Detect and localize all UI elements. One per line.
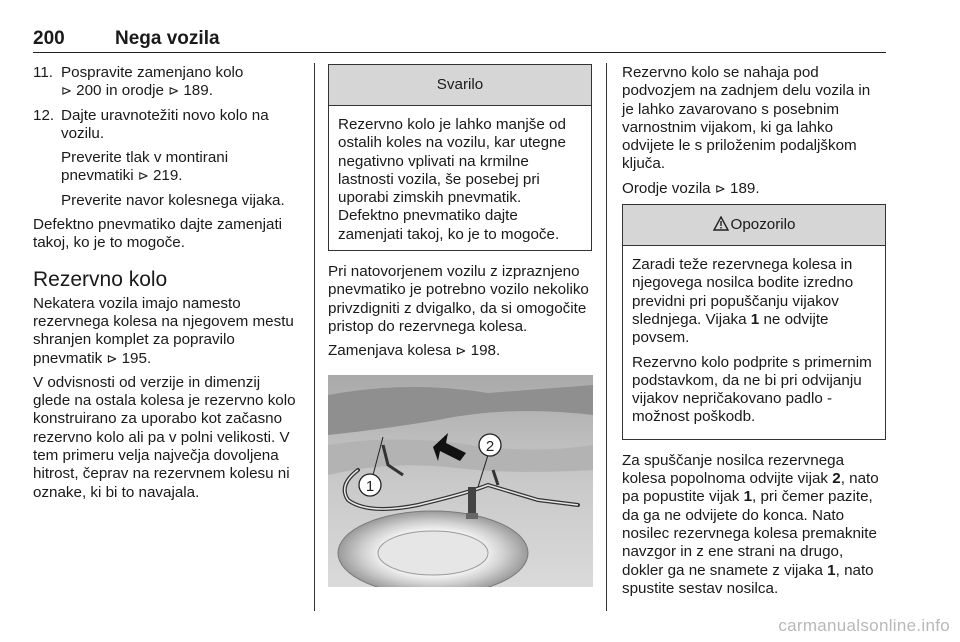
list-text: Pospravite zamenjano kolo ⊳ 200 in orodje ⊳ 189. xyxy=(61,64,244,100)
bolt-head-shape xyxy=(466,513,478,519)
list-subitem: Preverite tlak v montirani pnevmatiki ⊳ 219. xyxy=(61,149,229,185)
spare-wheel-figure xyxy=(328,375,593,587)
column-middle xyxy=(328,64,592,592)
chapter-title: Nega vozila xyxy=(115,28,220,49)
watermark: carmanualsonline.info xyxy=(778,616,950,635)
reference-arrow-icon: ⊳ xyxy=(137,168,149,184)
bolt-shape xyxy=(468,487,476,517)
page-ref-link[interactable]: 200 xyxy=(76,82,102,100)
reference-arrow-icon: ⊳ xyxy=(61,83,72,99)
list-subitem: Preverite navor kolesnega vijaka. xyxy=(61,191,285,209)
warning-triangle-icon xyxy=(713,216,729,231)
warning-paragraph: Zaradi teže rezervnega kolesa in njegovega nosilca bodite izredno previdni pri popuščanju vijakov slednjega. Vijaka 1 ne odvijte povsem. xyxy=(632,256,854,347)
caution-text: Rezervno kolo je lahko manjše od ostalih koles na vozilu, kar utegne negativno vplivati na krmilne lastnosti vozila, še posebej pri uporabi zimskih pnevmatik. Defektno pnevmatiko dajte zamenjati takoj, ko je to mogoče. xyxy=(338,116,566,243)
caution-box xyxy=(328,64,592,251)
page-ref-link[interactable]: 219. xyxy=(152,167,183,185)
paragraph: Rezervno kolo se nahaja pod podvozjem na zadnjem delu vozila in je lahko zavarovano s posebnim varnostnim vijakom, ki ga lahko odvijete le s priloženim podaljškom ključa. xyxy=(622,64,871,173)
list-item xyxy=(33,107,301,144)
page-ref-link[interactable]: 198. xyxy=(470,342,501,360)
page-header xyxy=(33,28,886,53)
paragraph: Nekatera vozila imajo namesto rezervnega kolesa na njegovem mestu shranjen komplet za popravilo pnevmatik ⊳ 195. xyxy=(33,294,294,367)
paragraph: Orodje vozila ⊳ 189. xyxy=(622,179,760,197)
reference-arrow-icon: ⊳ xyxy=(455,343,467,359)
reference-arrow-icon: ⊳ xyxy=(714,180,726,196)
warning-title: Opozorilo xyxy=(730,216,796,234)
warning-title-bar xyxy=(623,205,885,246)
paragraph: V odvisnosti od verzije in dimenzij glede na ostala kolesa je rezervno kolo konstruirano za uporabo kot začasno rezervno kolo ali pa v polni velikosti. V tem primeru velja največja dovoljena hitrost, čeprav na rezervnem kolesu ni oznake, ki bi to navajala. xyxy=(33,373,296,501)
list-text: Dajte uravnotežiti novo kolo na vozilu. xyxy=(61,106,269,142)
paragraph: Za spuščanje nosilca rezervnega kolesa popolnoma odvijte vijak 2, nato pa popustite vijak 1, pri čemer pazite, da ga ne odvijete do konca. Nato nosilec rezervnega kolesa premaknite navzgor in z ene strani na drugo, dokler ga ne snamete z vijaka 1, nato spustite sestav nosilca. xyxy=(622,451,879,597)
callout-2-label: 2 xyxy=(485,437,495,455)
page-ref-link[interactable]: 189. xyxy=(183,82,213,100)
reference-arrow-icon: ⊳ xyxy=(106,350,118,366)
paragraph: Pri natovorjenem vozilu z izpraznjeno pnevmatiko je potrebno vozilo nekoliko privzdigniti z dvigalko, da si omogočite pristop do rezervnega kolesa. xyxy=(328,263,589,335)
wheel-rim-shape xyxy=(378,531,488,575)
column-left xyxy=(33,64,301,508)
callout-1-label: 1 xyxy=(365,477,375,495)
page-number: 200 xyxy=(33,28,65,49)
page-ref-link[interactable]: 195. xyxy=(121,349,152,367)
warning-box xyxy=(622,204,886,440)
column-divider xyxy=(606,63,607,611)
column-right xyxy=(622,64,886,604)
warning-body xyxy=(623,246,885,439)
list-number: 12. xyxy=(33,106,55,124)
paragraph: Defektno pnevmatiko dajte zamenjati takoj, ko je to mogoče. xyxy=(33,216,283,252)
page-ref-link[interactable]: 189. xyxy=(730,179,760,197)
paragraph: Zamenjava kolesa ⊳ 198. xyxy=(328,342,501,360)
section-heading: Rezervno kolo xyxy=(33,267,168,291)
warning-paragraph: Rezervno kolo podprite s primernim podstavkom, da ne bi pri odvijanju vijakov nepričakovano padlo - možnost poškodb. xyxy=(632,353,872,426)
list-item xyxy=(33,64,301,101)
column-divider xyxy=(314,63,315,611)
caution-title: Svarilo xyxy=(329,65,591,106)
reference-arrow-icon: ⊳ xyxy=(168,83,180,99)
list-number: 11. xyxy=(33,64,53,81)
